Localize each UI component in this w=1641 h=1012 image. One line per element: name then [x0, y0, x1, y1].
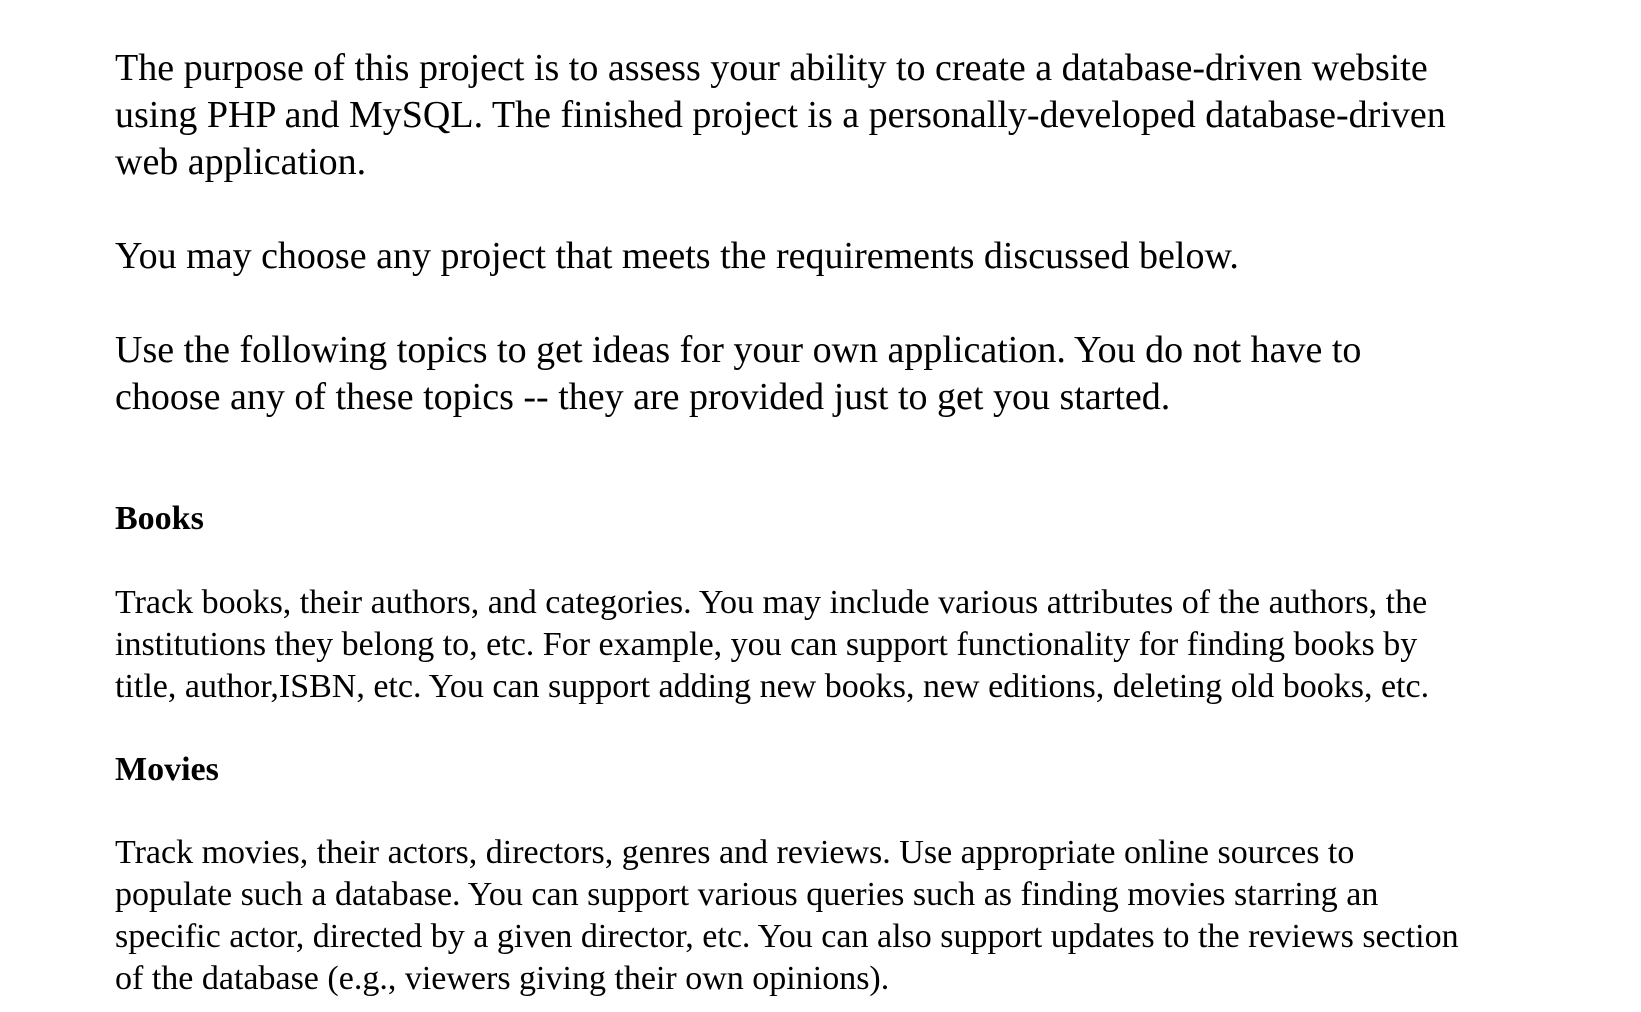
text-line: institutions they belong to, etc. For example, you can support functionality for finding books by — [115, 626, 1418, 663]
topic-heading-books: Books — [115, 500, 204, 537]
topic-description-books — [115, 582, 1615, 708]
text-line: using PHP and MySQL. The finished project is a personally-developed database-driven — [115, 94, 1446, 136]
text-line: Use the following topics to get ideas for your own application. You do not have to — [115, 329, 1362, 371]
text-line: web application. — [115, 141, 367, 183]
intro-paragraph-choice — [115, 233, 1615, 280]
text-line: Track movies, their actors, directors, genres and reviews. Use appropriate online sources to — [115, 834, 1355, 871]
topic-heading-movies: Movies — [115, 751, 219, 788]
text-line: Track books, their authors, and categories. You may include various attributes of the authors, the — [115, 584, 1428, 621]
topic-description-movies — [115, 832, 1615, 1000]
text-line: of the database (e.g., viewers giving their own opinions). — [115, 960, 890, 997]
intro-paragraph-topics — [115, 327, 1615, 421]
text-line: You may choose any project that meets the requirements discussed below. — [115, 235, 1239, 277]
text-line: choose any of these topics -- they are provided just to get you started. — [115, 376, 1171, 418]
text-line: specific actor, directed by a given director, etc. You can also support updates to the reviews section — [115, 918, 1459, 955]
intro-paragraph-purpose — [115, 45, 1615, 186]
text-line: The purpose of this project is to assess your ability to create a database-driven website — [115, 47, 1428, 89]
text-line: populate such a database. You can support various queries such as finding movies starring an — [115, 876, 1379, 913]
text-line: title, author,ISBN, etc. You can support adding new books, new editions, deleting old books, etc. — [115, 668, 1430, 705]
